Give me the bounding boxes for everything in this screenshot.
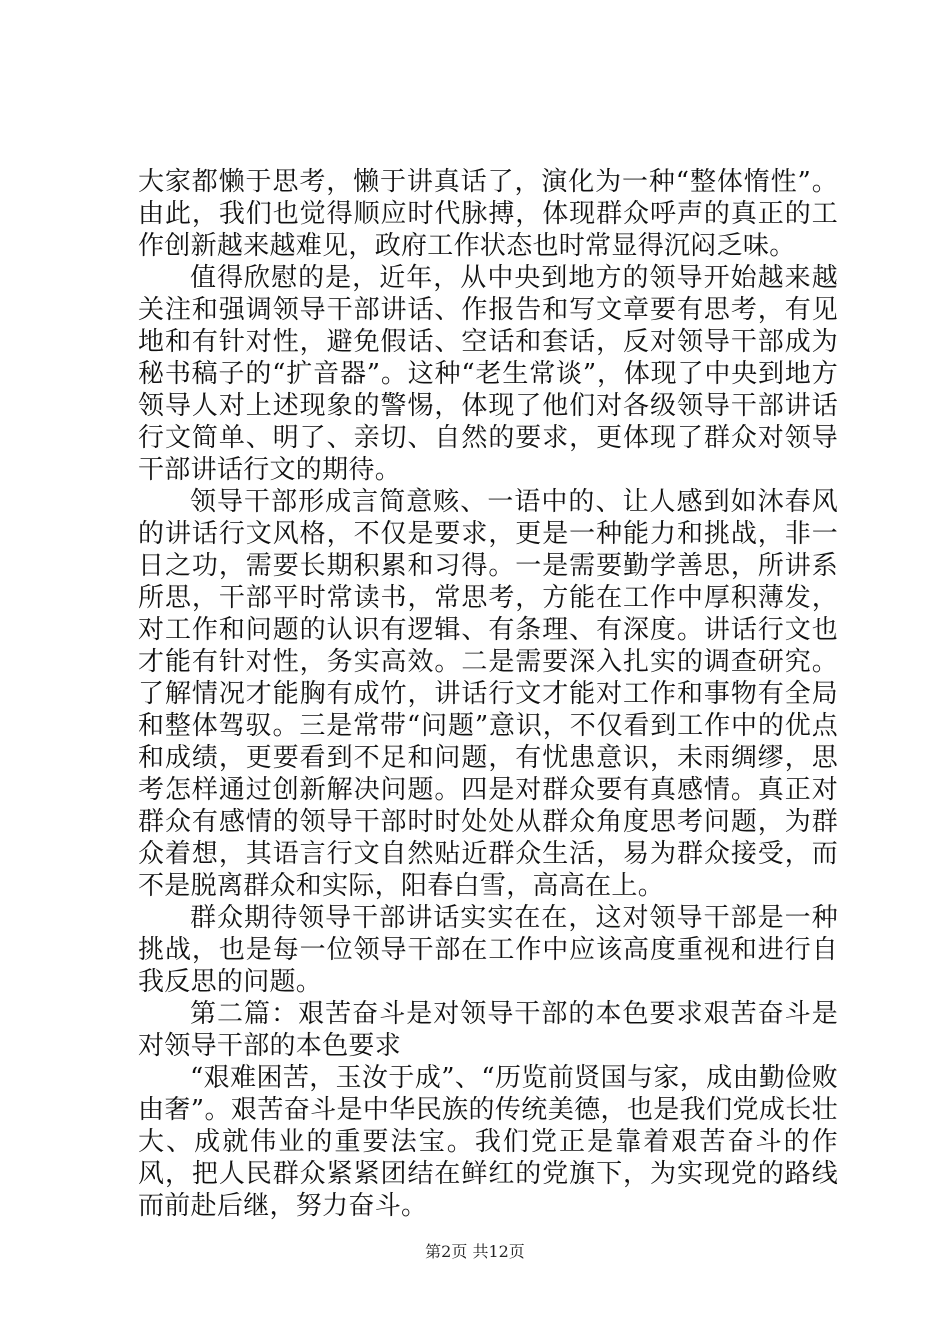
- section-heading: 第二篇：艰苦奋斗是对领导干部的本色要求艰苦奋斗是对领导干部的本色要求: [138, 999, 838, 1061]
- paragraph-2: 值得欣慰的是，近年，从中央到地方的领导开始越来越关注和强调领导干部讲话、作报告和写文章要有思考，有见地和有针对性，避免假话、空话和套话，反对领导干部成为秘书稿子的“扩音器”。这种“老生常谈”，体现了中央到地方领导人对上述现象的警惕，体现了他们对各级领导干部讲话行文简单、明了、亲切、自然的要求，更体现了群众对领导干部讲话行文的期待。: [138, 263, 838, 485]
- document-body: [138, 166, 838, 1222]
- paragraph-3: 领导干部形成言简意赅、一语中的、让人感到如沐春风的讲话行文风格，不仅是要求，更是一种能力和挑战，非一日之功，需要长期积累和习得。一是需要勤学善思，所讲系所思，干部平时常读书，常思考，方能在工作中厚积薄发，对工作和问题的认识有逻辑、有条理、有深度。讲话行文也才能有针对性，务实高效。二是需要深入扎实的调查研究。了解情况才能胸有成竹，讲话行文才能对工作和事物有全局和整体驾驭。三是常带“问题”意识，不仅看到工作中的优点和成绩，更要看到不足和问题，有忧患意识，未雨绸缪，思考怎样通过创新解决问题。四是对群众要有真感情。真正对群众有感情的领导干部时时处处从群众角度思考问题，为群众着想，其语言行文自然贴近群众生活，易为群众接受，而不是脱离群众和实际，阳春白雪，高高在上。: [138, 487, 838, 901]
- paragraph-1: 大家都懒于思考，懒于讲真话了，演化为一种“整体惰性”。由此，我们也觉得顺应时代脉搏，体现群众呼声的真正的工作创新越来越难见，政府工作状态也时常显得沉闷乏味。: [138, 167, 838, 261]
- paragraph-4: 群众期待领导干部讲话实实在在，这对领导干部是一种挑战，也是每一位领导干部在工作中应该高度重视和进行自我反思的问题。: [138, 903, 838, 997]
- paragraph-5: “艰难困苦，玉汝于成”、“历览前贤国与家，成由勤俭败由奢”。艰苦奋斗是中华民族的传统美德，也是我们党成长壮大、成就伟业的重要法宝。我们党正是靠着艰苦奋斗的作风，把人民群众紧紧团结在鲜红的党旗下，为实现党的路线而前赴后继，努力奋斗。: [138, 1063, 838, 1221]
- page-number-footer: 第2页 共12页: [425, 1242, 525, 1261]
